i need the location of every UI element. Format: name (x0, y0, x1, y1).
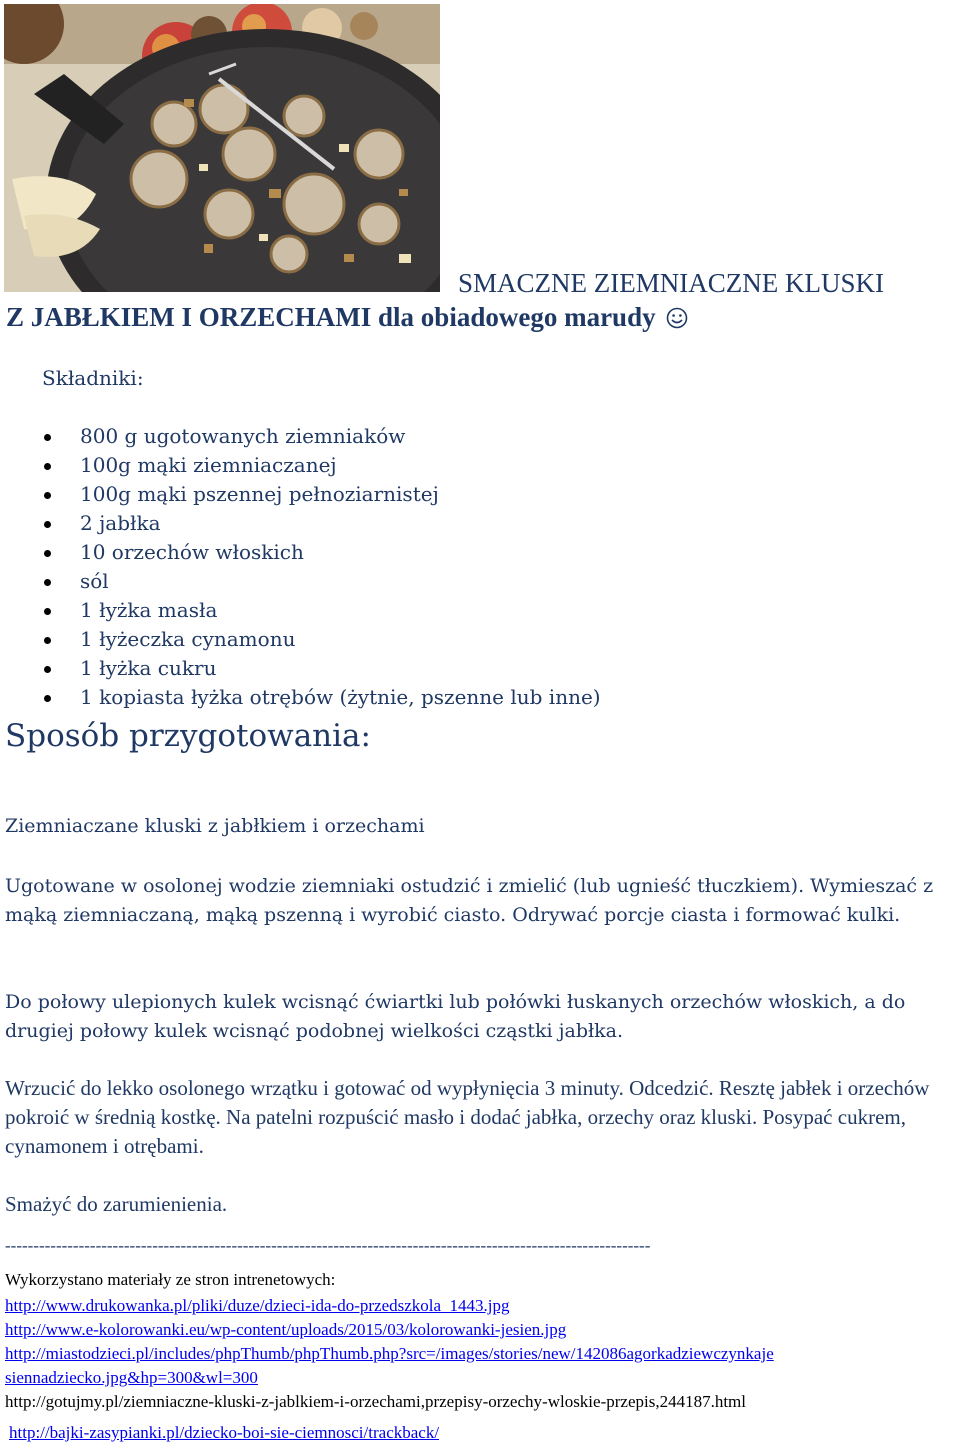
ingredient-text: 100g mąki pszennej pełnoziarnistej (80, 482, 439, 506)
source-link-5-anchor[interactable]: http://bajki-zasypianki.pl/dziecko-boi-sie-ciemnosci/trackback/ (9, 1423, 440, 1442)
ingredient-item (42, 451, 601, 480)
bullet-icon (44, 666, 51, 673)
bullet-icon (44, 608, 51, 615)
source-link-1 (5, 1294, 510, 1317)
ingredient-item (42, 480, 601, 509)
bullet-icon (44, 463, 51, 470)
source-link-2-anchor[interactable]: http://www.e-kolorowanki.eu/wp-content/uploads/2015/03/kolorowanki-jesien.jpg (5, 1320, 567, 1339)
bullet-icon (44, 434, 51, 441)
ingredient-text: 2 jabłka (80, 511, 161, 535)
bullet-icon (44, 637, 51, 644)
source-link-3-continued-anchor[interactable]: siennadziecko.jpg&hp=300&wl=300 (5, 1368, 258, 1387)
ingredient-item (42, 596, 601, 625)
ingredient-text: 1 łyżka cukru (80, 656, 217, 680)
source-link-2 (5, 1318, 566, 1341)
ingredient-text: 800 g ugotowanych ziemniaków (80, 424, 406, 448)
ingredient-text: 1 łyżka masła (80, 598, 218, 622)
ingredient-text: sól (80, 569, 109, 593)
method-subtitle: Ziemniaczane kluski z jabłkiem i orzechami (5, 815, 425, 837)
ingredient-item (42, 567, 601, 596)
ingredients-list (42, 422, 601, 712)
section-divider: ------------------------------------------------------------------------------------------------------------------ (5, 1236, 651, 1255)
recipe-title-line1: SMACZNE ZIEMNIACZNE KLUSKI (458, 268, 884, 298)
source-link-1-anchor[interactable]: http://www.drukowanka.pl/pliki/duze/dzieci-ida-do-przedszkola_1443.jpg (5, 1296, 510, 1315)
source-link-3-anchor[interactable]: http://miastodzieci.pl/includes/phpThumb/phpThumb.php?src=/images/stories/new/142086agorkadziewczynkaje (5, 1344, 774, 1363)
method-paragraph-2: Do połowy ulepionych kulek wcisnąć ćwiartki lub połówki łuskanych orzechów włoskich, a do drugiej połowy kulek wcisnąć podobnej wielkości cząstki jabłka. (5, 991, 906, 1042)
ingredients-label: Składniki: (42, 366, 144, 390)
dish-photo (4, 4, 440, 292)
method-paragraph-4: Smażyć do zarumienienia. (5, 1192, 228, 1216)
ingredient-item (42, 422, 601, 451)
source-link-5 (9, 1421, 439, 1444)
smiley-icon (666, 307, 688, 329)
bullet-icon (44, 579, 51, 586)
recipe-title-line2-text: Z JABŁKIEM I ORZECHAMI dla obiadowego marudy (6, 302, 656, 332)
bullet-icon (44, 550, 51, 557)
ingredient-item (42, 654, 601, 683)
method-paragraph-3: Wrzucić do lekko osolonego wrzątku i gotować od wypłynięcia 3 minuty. Odcedzić. Resztę jabłek i orzechów pokroić w średnią kostkę. Na patelni rozpuścić masło i dodać jabłka, orzechy oraz kluski. Posypać cukrem, cynamonem i otrębami. (5, 1076, 930, 1158)
bullet-icon (44, 695, 51, 702)
ingredient-item (42, 538, 601, 567)
ingredient-text: 10 orzechów włoskich (80, 540, 304, 564)
ingredient-text: 100g mąki ziemniaczanej (80, 453, 337, 477)
method-paragraph-1: Ugotowane w osolonej wodzie ziemniaki ostudzić i zmielić (lub ugnieść tłuczkiem). Wymieszać z mąką ziemniaczaną, mąką pszenną i wyrobić ciasto. Odrywać porcje ciasta i formować kulki. (5, 875, 934, 926)
bullet-icon (44, 492, 51, 499)
method-heading: Sposób przygotowania: (5, 718, 371, 754)
bullet-icon (44, 521, 51, 528)
ingredient-item (42, 683, 601, 712)
ingredient-item (42, 509, 601, 538)
ingredient-text: 1 kopiasta łyżka otrębów (żytnie, pszenne lub inne) (80, 685, 601, 709)
recipe-title-line2 (6, 302, 688, 333)
ingredient-item (42, 625, 601, 654)
source-link-3 (5, 1342, 774, 1365)
ingredient-text: 1 łyżeczka cynamonu (80, 627, 296, 651)
dish-photo-illustration (4, 4, 440, 292)
source-link-3-continued (5, 1366, 258, 1389)
sources-label: Wykorzystano materiały ze stron intrenetowych: (5, 1270, 336, 1289)
source-text-4: http://gotujmy.pl/ziemniaczne-kluski-z-jablkiem-i-orzechami,przepisy-orzechy-wloskie-przepis,244187.html (5, 1392, 746, 1411)
